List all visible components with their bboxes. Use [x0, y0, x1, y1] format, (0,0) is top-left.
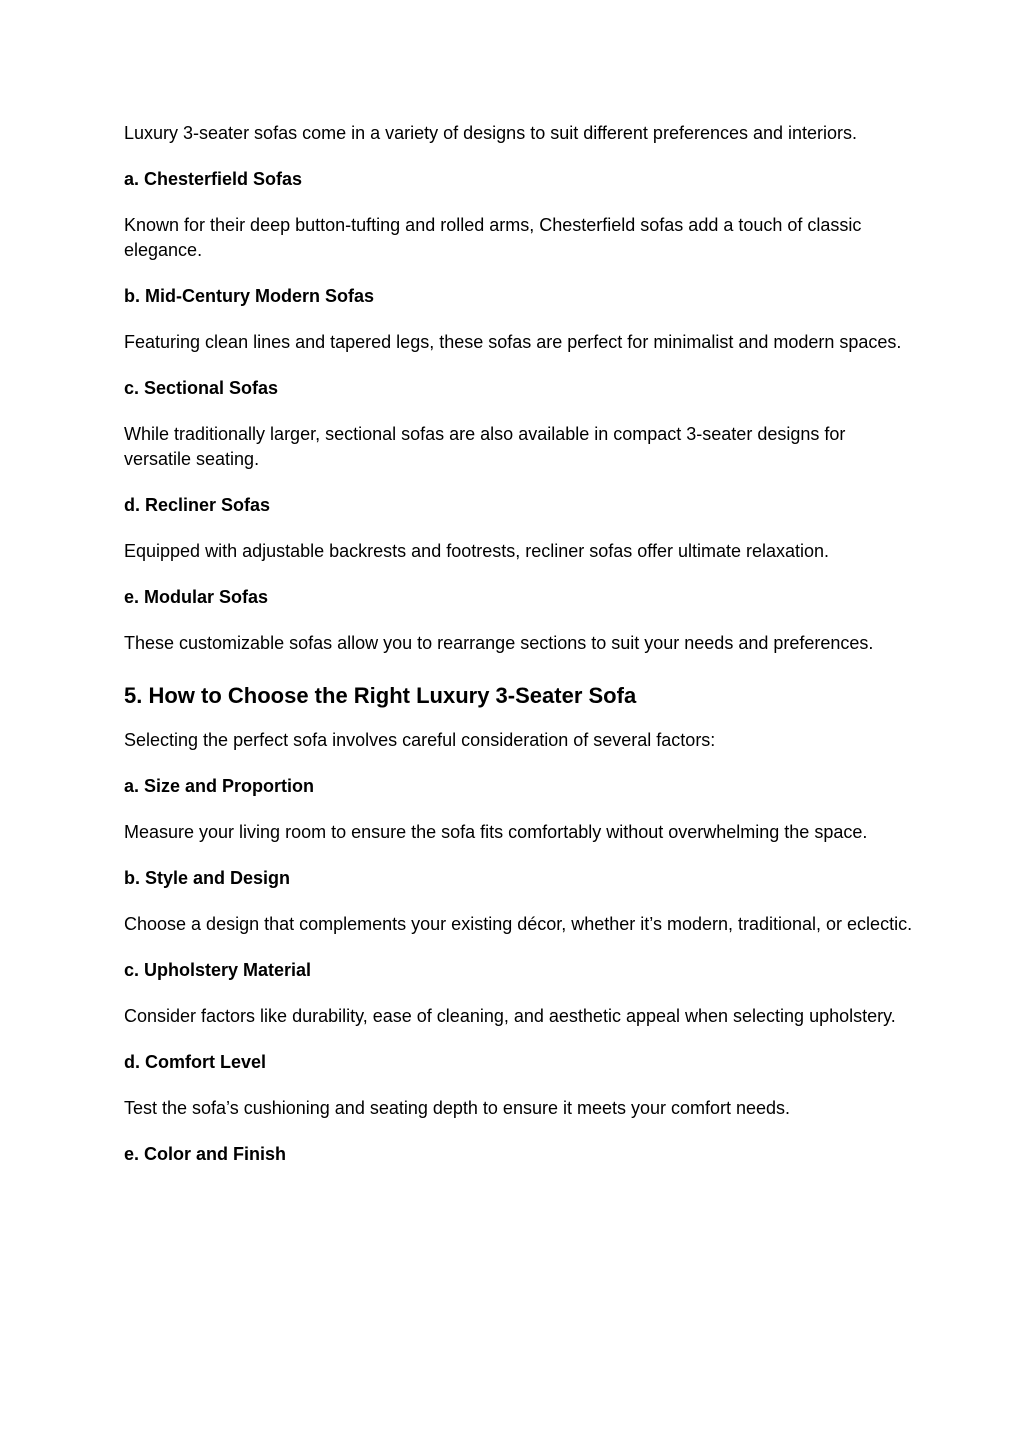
subheading-style-and-design: b. Style and Design — [124, 868, 291, 888]
subheading-modular-sofas: e. Modular Sofas — [124, 587, 269, 607]
paragraph-sectional-sofas: While traditionally larger, sectional sofas are also available in compact 3-seater designs for versatile seating. — [124, 424, 846, 469]
paragraph-mid-century-modern-sofas: Featuring clean lines and tapered legs, these sofas are perfect for minimalist and modern spaces. — [124, 332, 902, 352]
paragraph-chesterfield-sofas: Known for their deep button-tufting and rolled arms, Chesterfield sofas add a touch of classic elegance. — [124, 215, 862, 260]
intro-paragraph: Luxury 3-seater sofas come in a variety of designs to suit different preferences and interiors. — [124, 123, 858, 143]
document-body — [124, 121, 914, 1188]
paragraph-upholstery-material: Consider factors like durability, ease of cleaning, and aesthetic appeal when selecting upholstery. — [124, 1006, 896, 1026]
subheading-recliner-sofas: d. Recliner Sofas — [124, 495, 271, 515]
paragraph-modular-sofas: These customizable sofas allow you to rearrange sections to suit your needs and preferences. — [124, 633, 874, 653]
subheading-color-and-finish: e. Color and Finish — [124, 1144, 287, 1164]
section-intro-paragraph: Selecting the perfect sofa involves careful consideration of several factors: — [124, 730, 716, 750]
subheading-chesterfield-sofas: a. Chesterfield Sofas — [124, 169, 303, 189]
subheading-upholstery-material: c. Upholstery Material — [124, 960, 312, 980]
subheading-comfort-level: d. Comfort Level — [124, 1052, 267, 1072]
section-heading-choose-sofa: 5. How to Choose the Right Luxury 3-Seater Sofa — [124, 683, 637, 708]
subheading-sectional-sofas: c. Sectional Sofas — [124, 378, 279, 398]
paragraph-style-and-design: Choose a design that complements your existing décor, whether it’s modern, traditional, or eclectic. — [124, 914, 913, 934]
subheading-mid-century-modern-sofas: b. Mid-Century Modern Sofas — [124, 286, 375, 306]
subheading-size-and-proportion: a. Size and Proportion — [124, 776, 315, 796]
paragraph-recliner-sofas: Equipped with adjustable backrests and footrests, recliner sofas offer ultimate relaxation. — [124, 541, 830, 561]
paragraph-size-and-proportion: Measure your living room to ensure the sofa fits comfortably without overwhelming the space. — [124, 822, 868, 842]
paragraph-comfort-level: Test the sofa’s cushioning and seating depth to ensure it meets your comfort needs. — [124, 1098, 791, 1118]
